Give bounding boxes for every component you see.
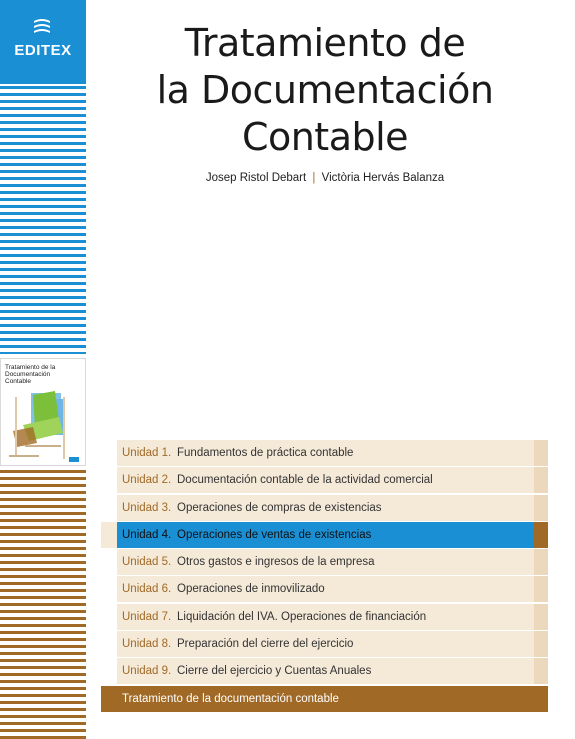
- unit-name: Cierre del ejercicio y Cuentas Anuales: [177, 665, 372, 678]
- row-lead: [101, 495, 117, 521]
- book-index-link[interactable]: [101, 686, 548, 712]
- unit-name: Documentación contable de la actividad comercial: [177, 474, 433, 487]
- footer-label: Tratamiento de la documentación contable: [122, 692, 339, 705]
- unit-number: Unidad 1.: [122, 447, 172, 459]
- row-tail: [534, 549, 548, 575]
- row-lead: [101, 549, 117, 575]
- brown-stripes: [0, 470, 86, 739]
- unit-item-8[interactable]: [101, 631, 548, 657]
- cover-illustration-icon: [3, 387, 85, 465]
- row-tail: [534, 658, 548, 684]
- row-tail: [534, 522, 548, 548]
- title-line-2: la Documentación: [156, 68, 494, 112]
- logo-text: EDITEX: [14, 42, 72, 59]
- row-tail: [534, 576, 548, 602]
- editex-logo[interactable]: [0, 0, 86, 84]
- row-tail: [534, 495, 548, 521]
- unit-item-2[interactable]: [101, 467, 548, 493]
- author-separator: |: [312, 172, 316, 184]
- row-tail: [534, 440, 548, 466]
- row-lead: [101, 631, 117, 657]
- unit-number: Unidad 5.: [122, 556, 172, 569]
- blue-stripes: [0, 86, 86, 354]
- unit-number: Unidad 9.: [122, 665, 172, 678]
- unit-name: Otros gastos e ingresos de la empresa: [177, 556, 375, 569]
- row-lead: [101, 467, 117, 493]
- unit-item-1[interactable]: [101, 440, 548, 466]
- title-line-1: Tratamiento de: [184, 21, 466, 65]
- authors-line: [110, 172, 540, 184]
- left-decor-column: [0, 0, 86, 739]
- unit-item-6[interactable]: [101, 576, 548, 602]
- logo-mark-icon: [33, 18, 51, 34]
- unit-name: Preparación del cierre del ejercicio: [177, 638, 354, 651]
- unit-number: Unidad 2.: [122, 474, 172, 487]
- unit-number: Unidad 8.: [122, 638, 172, 651]
- unit-name: Operaciones de ventas de existencias: [177, 528, 372, 541]
- unit-number: Unidad 7.: [122, 610, 172, 623]
- row-lead: [101, 440, 117, 466]
- unit-number: Unidad 3.: [122, 501, 172, 514]
- row-tail: [534, 631, 548, 657]
- units-list: [101, 440, 548, 712]
- unit-name: Operaciones de compras de existencias: [177, 501, 382, 514]
- unit-item-4[interactable]: [101, 522, 548, 548]
- book-title: [110, 20, 540, 161]
- row-lead: [101, 604, 117, 630]
- unit-number: Unidad 6.: [122, 583, 172, 596]
- unit-name: Operaciones de inmovilizado: [177, 583, 325, 596]
- thumbnail-title: Tratamiento de la Documentación Contable: [5, 364, 56, 385]
- unit-name: Liquidación del IVA. Operaciones de financiación: [177, 610, 427, 623]
- unit-item-3[interactable]: [101, 495, 548, 521]
- row-lead: [101, 576, 117, 602]
- unit-item-9[interactable]: [101, 658, 548, 684]
- row-tail: [534, 467, 548, 493]
- unit-item-7[interactable]: [101, 604, 548, 630]
- row-tail: [534, 604, 548, 630]
- row-lead: [101, 658, 117, 684]
- title-line-3: Contable: [241, 115, 409, 159]
- author-2: Victòria Hervás Balanza: [321, 172, 445, 184]
- author-1: Josep Ristol Debart: [205, 172, 307, 184]
- row-lead: [101, 522, 117, 548]
- book-cover-thumbnail[interactable]: [0, 358, 86, 466]
- unit-item-5[interactable]: [101, 549, 548, 575]
- unit-name: Fundamentos de práctica contable: [177, 447, 354, 459]
- unit-number: Unidad 4.: [122, 528, 172, 541]
